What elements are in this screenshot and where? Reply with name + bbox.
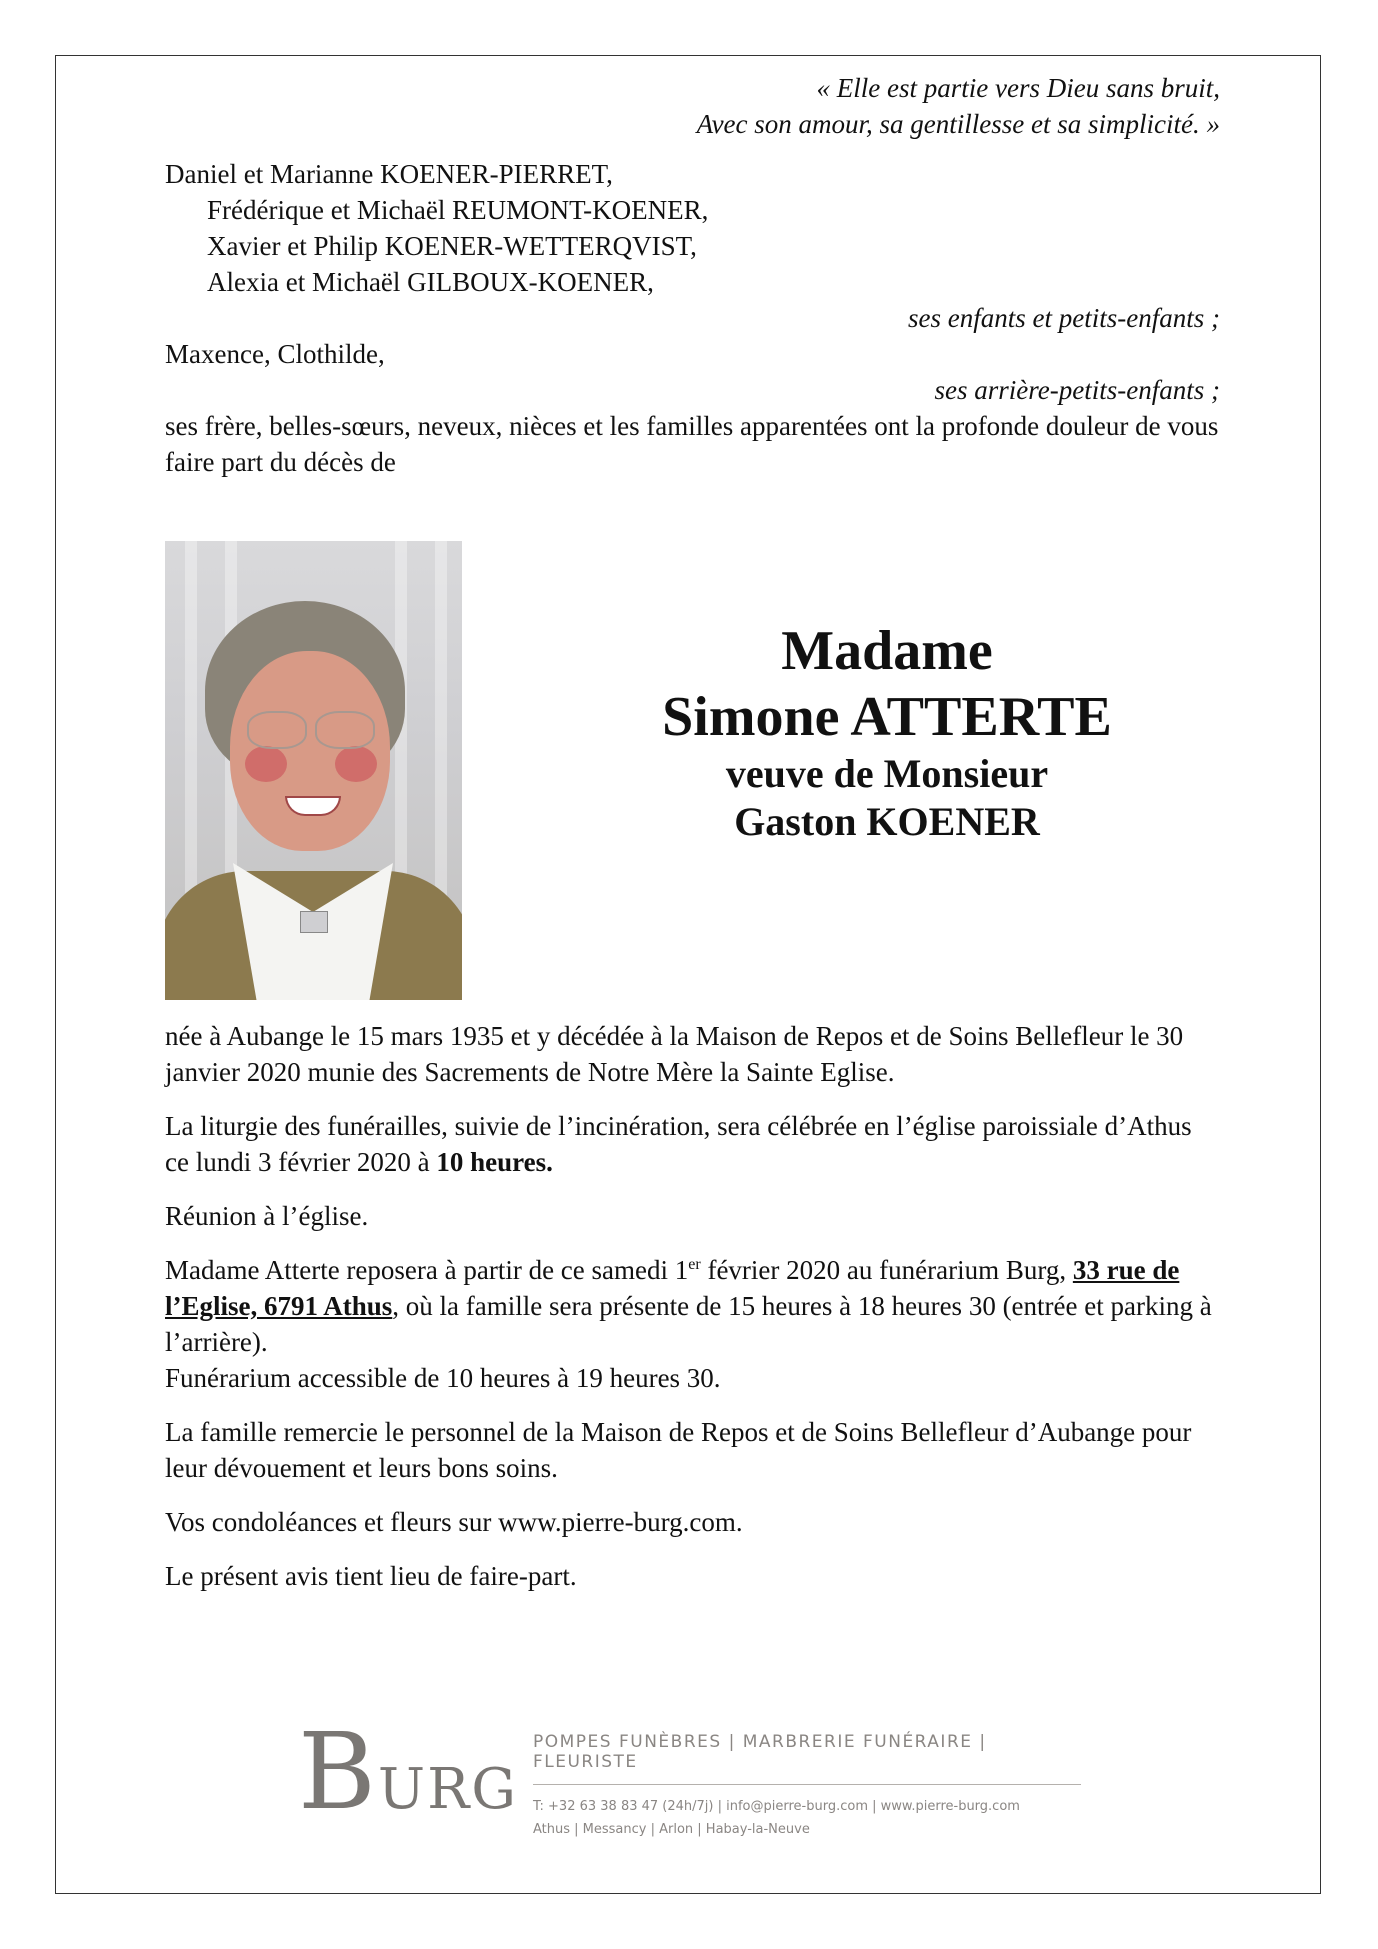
footer-contact: T: +32 63 38 83 47 (24h/7j) | info@pierre-burg.com | www.pierre-burg.com (533, 1799, 1020, 1814)
liturgy-paragraph (165, 1108, 1220, 1180)
rest-paragraph (165, 1252, 1220, 1360)
children-head: Daniel et Marianne KOENER-PIERRET, (165, 159, 613, 189)
burg-logo (298, 1710, 518, 1833)
grandchild-line: Alexia et Michaël GILBOUX-KOENER, (207, 267, 654, 297)
footer (0, 1710, 1378, 1840)
deceased-title: Madame (781, 620, 993, 682)
liturgy-time: 10 heures. (436, 1147, 553, 1177)
announcement: ses frère, belles-sœurs, neveux, nièces et les familles apparentées ont la profonde douleur de vous faire part du décès de (165, 411, 1219, 477)
notice-body (165, 1018, 1220, 1594)
access-paragraph: Funérarium accessible de 10 heures à 19 heures 30. (165, 1363, 721, 1393)
deceased-name: Simone ATTERTE (662, 686, 1112, 748)
rest-text-b: février 2020 au funérarium Burg, (700, 1255, 1073, 1285)
grandchild-line: Frédérique et Michaël REUMONT-KOENER, (207, 195, 709, 225)
deceased-name-block (462, 618, 1312, 846)
rest-text-a: Madame Atterte reposera à partir de ce samedi 1 (165, 1255, 689, 1285)
great-grandchildren: Maxence, Clothilde, (165, 339, 385, 369)
condolences-paragraph: Vos condoléances et fleurs sur www.pierre-burg.com. (165, 1507, 743, 1537)
logo-rest: URG (377, 1757, 518, 1822)
footer-services: POMPES FUNÈBRES | MARBRERIE FUNÉRAIRE | FLEURISTE (533, 1732, 1081, 1785)
epigraph-line-2: Avec son amour, sa gentillesse et sa simplicité. » (696, 109, 1220, 139)
meeting-paragraph: Réunion à l’église. (165, 1201, 369, 1231)
footer-info (533, 1732, 1081, 1837)
portrait-photo (165, 541, 462, 1000)
funeral-home-address: 33 rue de l’Eglise, 6791 Athus (165, 1255, 1180, 1321)
rest-superscript: er (688, 1256, 701, 1273)
epigraph-line-1: « Elle est partie vers Dieu sans bruit, (816, 73, 1220, 103)
notice-paragraph: Le présent avis tient lieu de faire-part. (165, 1561, 577, 1591)
liturgy-text: La liturgie des funérailles, suivie de l’incinération, sera célébrée en l’église paroissiale d’Athus ce lundi 3 février 2020 à (165, 1111, 1192, 1177)
grandchild-line: Xavier et Philip KOENER-WETTERQVIST, (207, 231, 697, 261)
children-label: ses enfants et petits-enfants ; (908, 303, 1220, 333)
rest-text-c: , où la famille sera présente de 15 heures à 18 heures 30 (entrée et parking à l’arrière). (165, 1291, 1212, 1357)
great-grandchildren-label: ses arrière-petits-enfants ; (934, 375, 1220, 405)
birth-death-paragraph: née à Aubange le 15 mars 1935 et y décédée à la Maison de Repos et de Soins Bellefleur le 30 janvier 2020 munie des Sacrements de Notre Mère la Sainte Eglise. (165, 1021, 1184, 1087)
thanks-paragraph: La famille remercie le personnel de la Maison de Repos et de Soins Bellefleur d’Aubange pour leur dévouement et leurs bons soins. (165, 1417, 1192, 1483)
family-list (165, 156, 1220, 480)
footer-locations: Athus | Messancy | Arlon | Habay-la-Neuve (533, 1822, 810, 1837)
epigraph (165, 70, 1220, 142)
widow-of: veuve de Monsieur (725, 751, 1049, 796)
spouse-name: Gaston KOENER (734, 799, 1040, 844)
logo-initial: B (298, 1710, 378, 1833)
